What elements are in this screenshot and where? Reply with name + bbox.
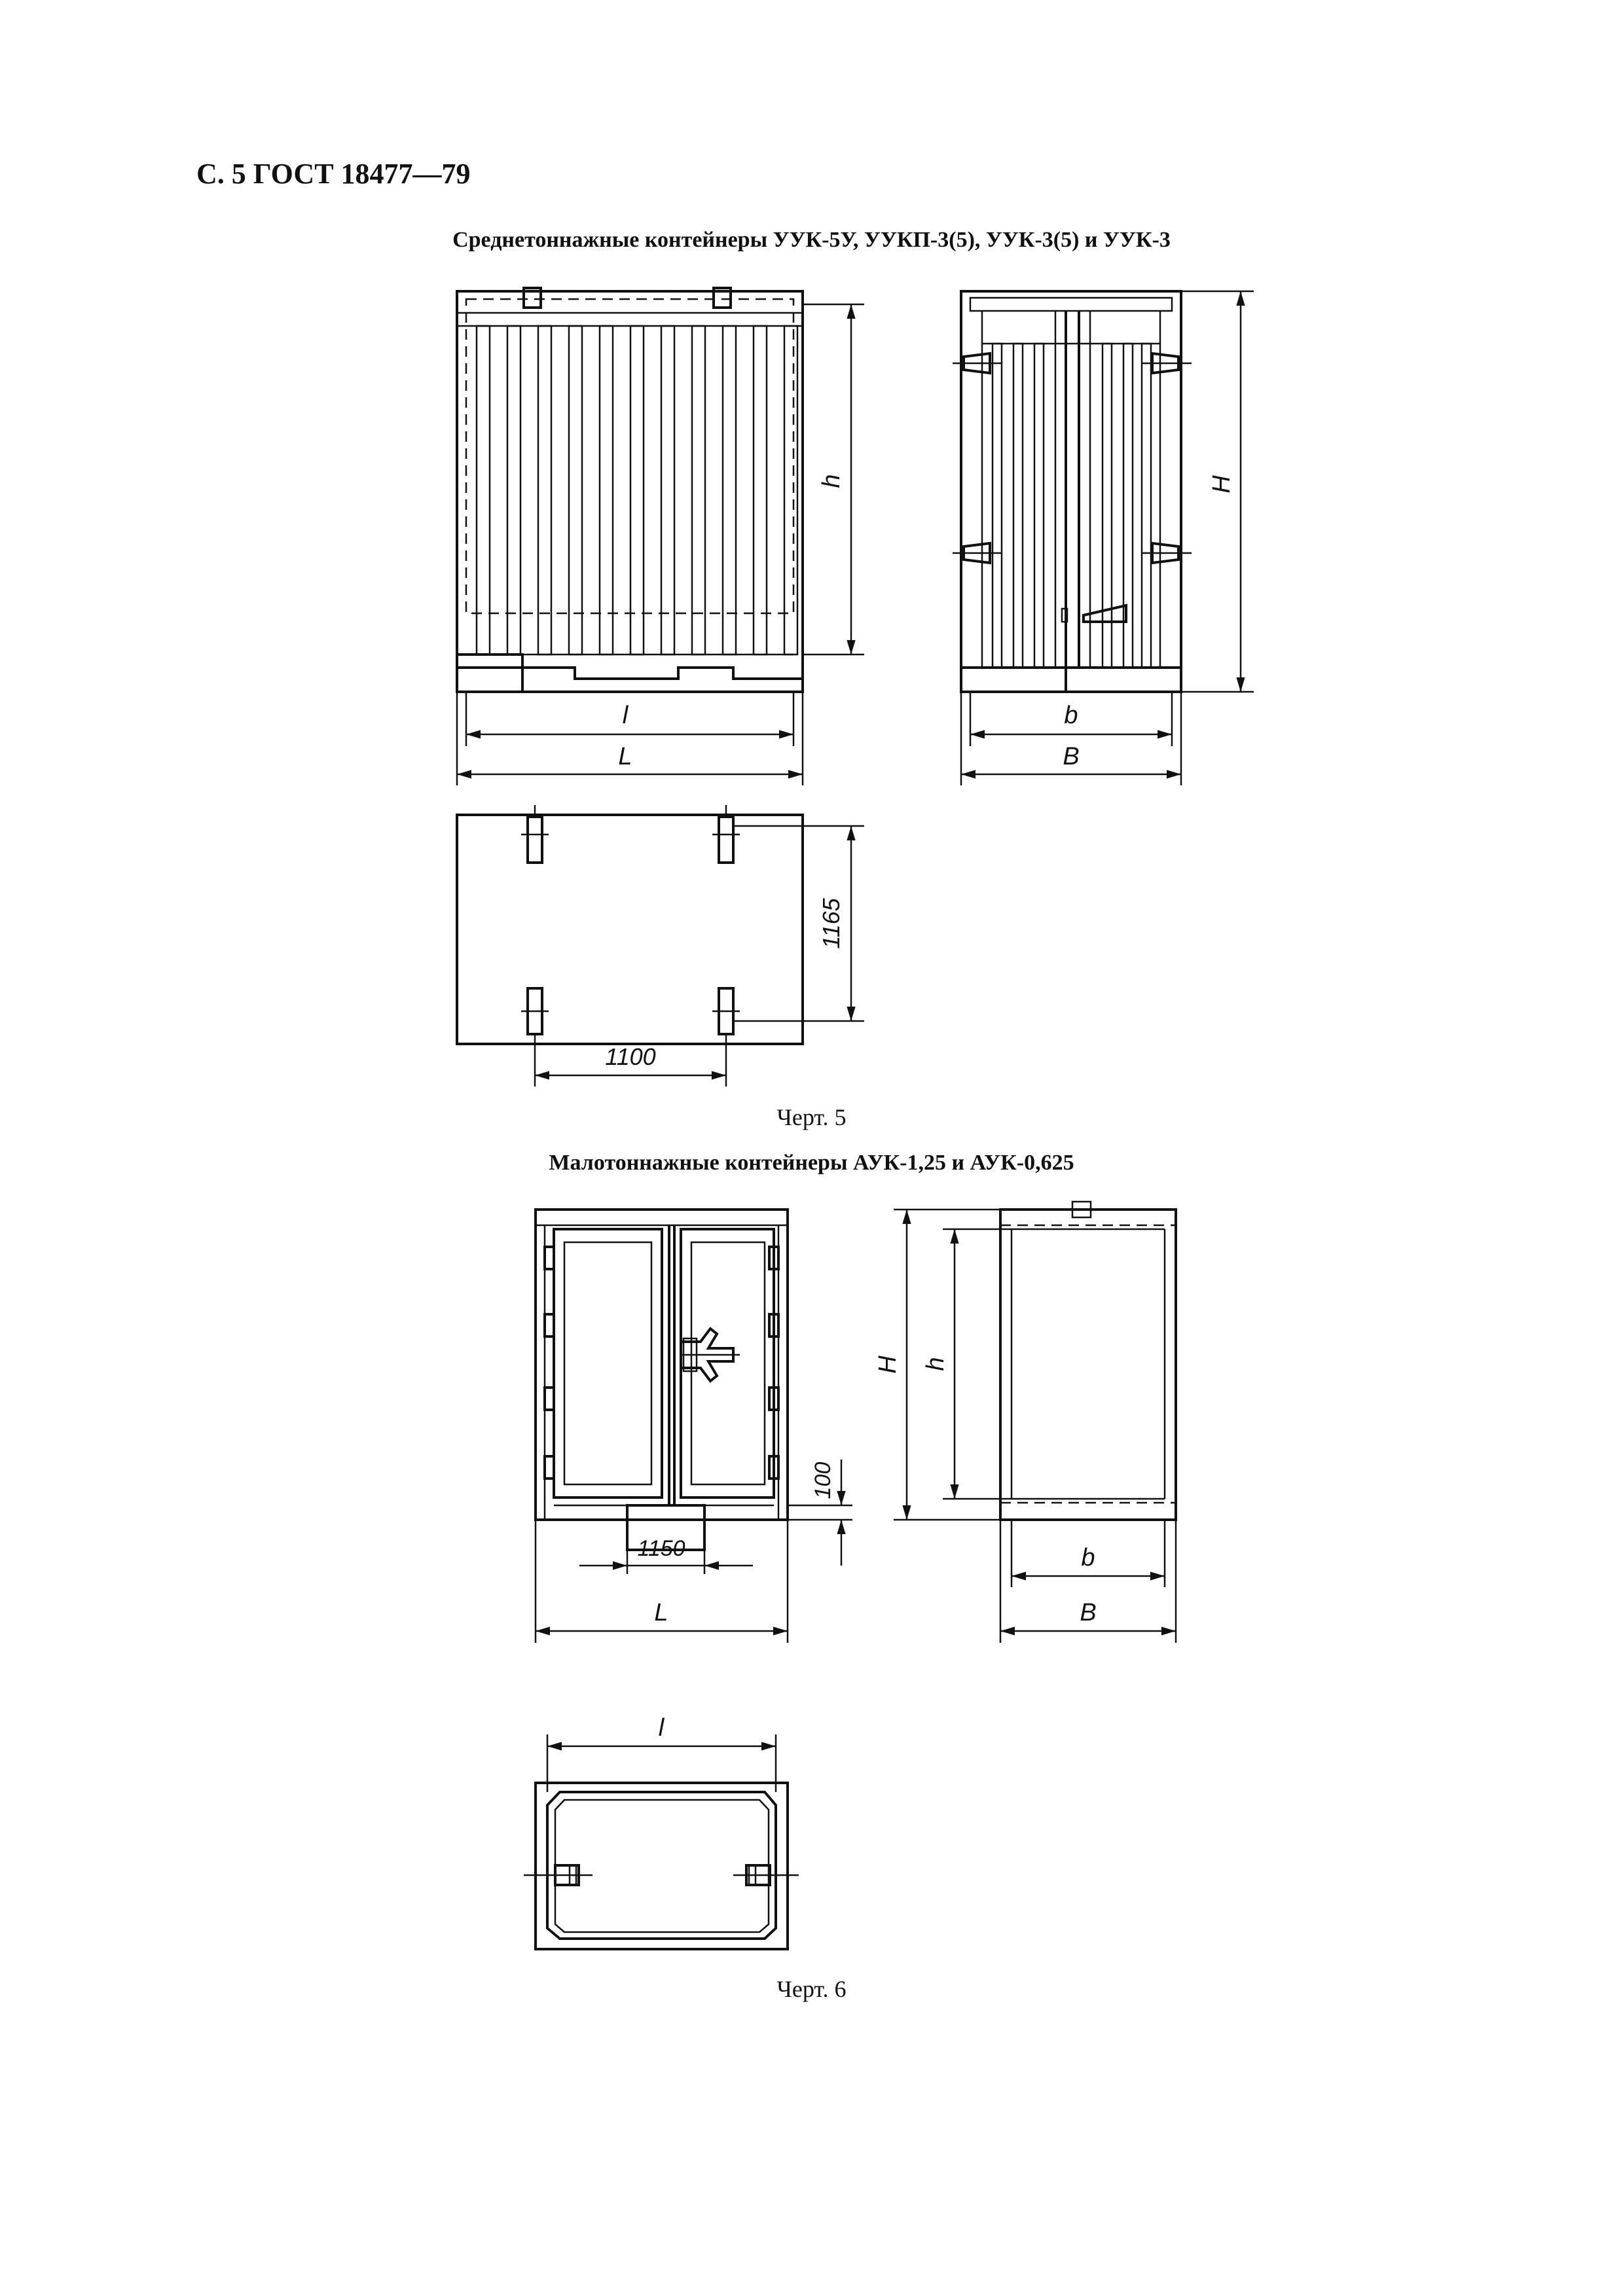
fig6-dim-1150: 1150: [637, 1536, 685, 1561]
corrugation-bar: [993, 344, 1002, 668]
fig6-side-view: [1000, 1202, 1176, 1520]
fig6-dim-H: H: [874, 1355, 902, 1374]
figure6-caption: Малотоннажные контейнеры АУК-1,25 и АУК-0,625: [549, 1151, 1074, 1175]
corrugation-bar: [630, 326, 644, 655]
corrugation-bar: [784, 326, 797, 655]
fig6-front-view: [536, 1210, 788, 1550]
fig5-top-view: [457, 805, 803, 1044]
fig6-dim-100: 100: [811, 1462, 835, 1499]
corrugation-bar: [477, 326, 490, 655]
fig6-top-view: [524, 1783, 799, 1949]
fig5-side-dims: [961, 291, 1254, 785]
corrugation-bar: [600, 326, 613, 655]
corrugation-bar: [1013, 344, 1023, 668]
fig5-front-view: [457, 288, 803, 692]
fig5-dim-1165: 1165: [818, 898, 845, 949]
fig6-dim-l: l: [658, 1714, 665, 1742]
fig6-side-dims: [874, 1210, 1176, 1643]
figure5-caption: Среднетоннажные контейнеры УУК-5У, УУКП-3(5), УУК-3(5) и УУК-3: [452, 228, 1171, 252]
corrugation-bar: [569, 326, 582, 655]
corrugation-bar: [692, 326, 705, 655]
fig6-dim-B: B: [1080, 1599, 1097, 1626]
fig5-dim-H: H: [1208, 475, 1235, 493]
fig5-dim-l: l: [622, 702, 629, 729]
fig5-dim-b: b: [1064, 702, 1078, 729]
fig5-dim-h: h: [818, 474, 845, 488]
fig6-dim-L: L: [654, 1599, 668, 1626]
fig5-dim-L: L: [618, 743, 632, 770]
corrugation-bar: [661, 326, 674, 655]
fig5-dim-1100: 1100: [605, 1043, 656, 1070]
corrugation-bar: [723, 326, 736, 655]
corrugation-bar: [1142, 344, 1151, 668]
figure6-label: Черт. 6: [776, 1976, 847, 2002]
fig6-dim-h: h: [922, 1357, 949, 1371]
fig5-side-view: [953, 291, 1192, 692]
fig6-top-dims: [547, 1714, 776, 1792]
fig5-dim-B: B: [1063, 743, 1080, 770]
corrugation-bar: [1034, 344, 1044, 668]
corrugation-bar: [507, 326, 520, 655]
figure5-label: Черт. 5: [776, 1104, 847, 1130]
corrugation-bar: [538, 326, 551, 655]
fig6-dim-b: b: [1081, 1544, 1095, 1571]
page-header: С. 5 ГОСТ 18477—79: [196, 158, 471, 190]
corrugation-bar: [754, 326, 767, 655]
fig5-top-dims: [535, 826, 864, 1086]
corrugation-bar: [1103, 344, 1112, 668]
